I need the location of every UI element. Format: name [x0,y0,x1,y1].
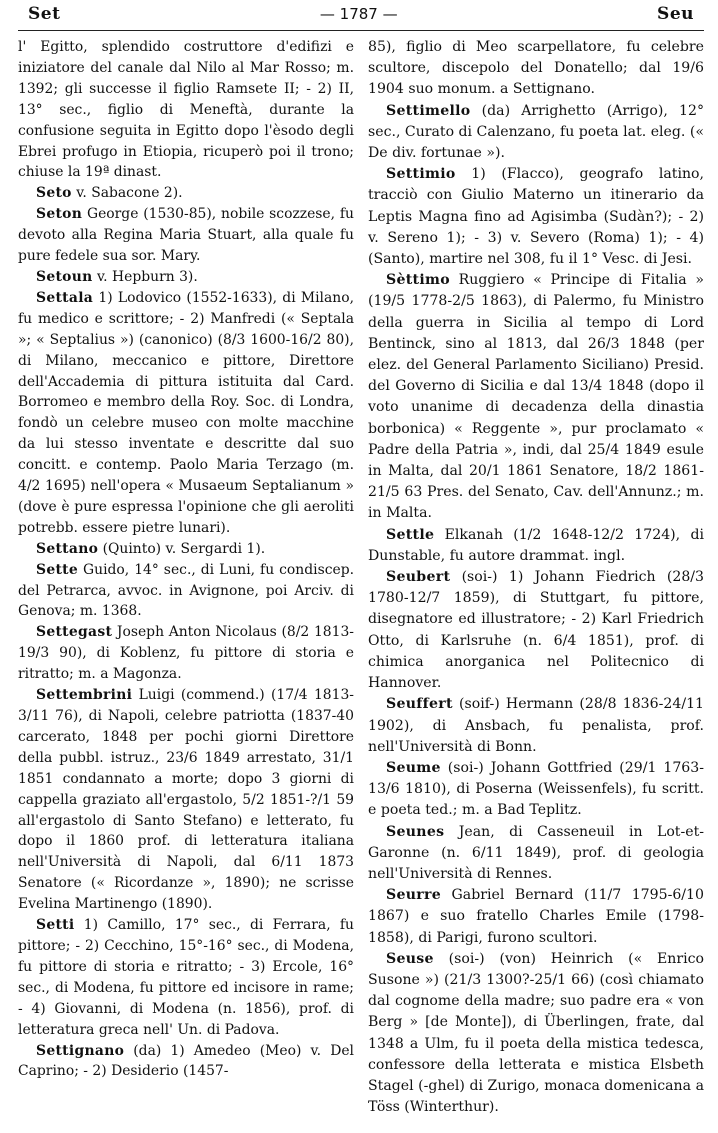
entry-headword: Seuse [386,950,434,967]
entry-text: Ruggiero « Principe di Fitalia » (19/5 1778-2/5 1863), di Palermo, fu Ministro della guerra in Sicilia al tempo di Lord Bentinck, sino al 1813, dal 26/3 1848 (per elez. del General Parlamento Siciliano) Presid. del Governo di Sicilia e dal 13/4 1848 (dopo il voto unanime di decadenza della dinastia borbonica) « Reggente », pur proclamato « Padre della Patria », indi, dal 25/4 1849 esule in Malta, dal 20/1 1861 Senatore, 18/2 1861-21/5 63 Pres. del Senato, Cav. dell'Annunz.; m. in Malta. [368,272,704,522]
entry-text: 1) Lodovico (1552-1633), di Milano, fu medico e scrittore; - 2) Manfredi (« Septala »; « Septalius ») (canonico) (8/3 1600-16/2 80), di Milano, meccanico e pittore, Direttore dell'Accademia di pittura istituita dal Card. Borromeo e membro della Roy. Soc. di Londra, fondò un celebre museo con molte macchine da lui stesso inventate e descritte dal suo concitt. e contemp. Paolo Maria Terzago (m. 4/2 1695) nell'opera « Musaeum Septalianum » (dove è pure espressa l'opinione che gli aeroliti potrebb. essere pietre lunari). [18,289,354,536]
dictionary-entry [18,560,354,623]
dictionary-entry [368,37,704,101]
entry-text: Elkanah (1/2 1648-12/2 1724), di Dunstable, fu autore drammat. ingl. [368,526,704,564]
dictionary-entry [18,204,354,267]
dictionary-entry [18,37,354,183]
entry-headword: Settano [36,540,99,557]
dictionary-entry [18,915,354,1040]
dictionary-entry [368,101,704,165]
entry-text: George (1530-85), nobile scozzese, fu devoto alla Regina Maria Stuart, alla quale fu pure fedele sua sor. Mary. [18,206,354,265]
left-column [18,37,354,1118]
entry-headword: Settimio [386,166,456,183]
entry-text: (da) 1) Amedeo (Meo) v. Del Caprino; - 2) Desiderio (1457- [18,1042,354,1080]
entry-text: (soif-) Hermann (28/8 1836-24/11 1902), di Ansbach, fu penalista, prof. nell'Università di Bonn. [368,696,704,755]
header-right-keyword: Seu [657,4,694,24]
entry-headword: Settala [36,289,94,306]
entry-text: Gabriel Bernard (11/7 1795-6/10 1867) e suo fratello Charles Emile (1798-1858), di Parigi, furono scultori. [368,887,704,946]
entry-text: Luigi (commend.) (17/4 1813-3/11 76), di Napoli, celebre patriotta (1837-40 carcerato, 1848 per pochi giorni Direttore della pubbl. istruz., 23/6 1849 arrestato, 31/1 1851 condannato a morte; dopo 3 giorni di cappella graziato all'ergastolo, 5/2 1851-?/1 59 all'ergastolo di Santo Stefano) e letterato, fu dopo il 1860 prof. di letteratura italiana nell'Università di Napoli, dal 6/11 1873 Senatore (« Ricordanze », 1890); ne scrisse Evelina Martinengo (1890). [18,687,354,913]
entry-headword: Settimello [386,102,471,119]
dictionary-entry [368,885,704,949]
entry-headword: Seume [386,759,441,776]
entry-headword: Seuffert [386,696,453,713]
entry-headword: Sèttimo [386,272,450,289]
entry-text: (soi-) 1) Johann Fiedrich (28/3 1780-12/7 1859), di Stuttgart, fu pittore, disegnatore ed illustratore; - 2) Karl Friedrich Otto, di Karlsruhe (n. 6/4 1851), prof. di chimica anorganica nel Politecnico di Hannover. [368,569,704,692]
dictionary-entry [368,270,704,524]
entry-headword: Settegast [36,624,113,641]
entry-headword: Setoun [36,268,93,285]
entry-headword: Settle [386,526,435,543]
entry-headword: Seto [36,185,72,202]
entry-text: (soi-) (von) Heinrich (« Enrico Susone ») (21/3 1300?-25/1 66) (così chiamato dal cognome della madre; suo padre era « von Berg » [de Monte]), di Überlingen, frate, dal 1348 a Ulm, fu il poeta della mistica tedesca, confessore della letterata e mistica Elsbeth Stagel (-ghel) di Zurigo, monaca domenicana a Töss (Winterthur). [368,950,705,1116]
entry-text: Guido, 14° sec., di Luni, fu condiscep. del Petrarca, avvoc. in Avignone, poi Arciv. di Genova; m. 1368. [18,561,354,620]
entry-headword: Seunes [386,823,445,840]
header-rule [18,30,704,31]
dictionary-entry [368,567,704,694]
entry-headword: Settembrini [36,687,133,704]
entry-text: l' Egitto, splendido costruttore d'edifizi e iniziatore del canale dal Nilo al Mar Rosso; m. 1392; gli successe il figlio Ramsete II; - 2) II, 13° sec., figlio di Meneftà, durante la confusione seguita in Egitto dopo l'èsodo degli Ebrei profugo in Etiopia, ricuperò poi il trono; chiuse la 19ª dinast. [18,39,354,181]
dictionary-entry [368,822,704,886]
page-header [18,4,704,30]
dictionary-entry [368,758,704,822]
page-number: — 1787 — [319,5,398,23]
entry-text: 1) Camillo, 17° sec., di Ferrara, fu pittore; - 2) Cecchino, 15°-16° sec., di Modena, fu pittore di storia e ritratto; - 3) Ercole, 16° sec., di Modena, fu pittore ed incisore in rame; - 4) Giovanni, di Modena (n. 1856), prof. di letteratura greca nell' Un. di Padova. [18,917,354,1038]
dictionary-entry [368,694,704,758]
entry-text: v. Hepburn 3). [96,268,198,285]
entry-headword: Settignano [36,1042,125,1059]
entry-text: Joseph Anton Nicolaus (8/2 1813-19/3 90), di Koblenz, fu pittore di storia e ritratto; m. a Magonza. [18,624,354,683]
dictionary-entry [18,539,354,560]
dictionary-entry [18,288,354,539]
entry-text: Jean, di Casseneuil in Lot-et-Garonne (n. 6/11 1849), prof. di geologia nell'Università di Rennes. [368,823,705,882]
entry-headword: Sette [36,561,79,578]
dictionary-entry [18,685,354,915]
header-left-keyword: Set [28,4,61,24]
entry-headword: Seton [36,206,83,223]
dictionary-entry [18,1041,354,1083]
right-column [368,37,704,1118]
entry-text: (soi-) Johann Gottfried (29/1 1763-13/6 1810), di Poserna (Weissenfels), fu scritt. e poeta ted.; m. a Bad Teplitz. [368,759,704,819]
dictionary-entry [368,949,704,1119]
dictionary-entry [368,164,704,270]
entry-text: (da) Arrighetto (Arrigo), 12° sec., Curato di Calenzano, fu poeta lat. eleg. (« De div. fortunae »). [368,102,704,162]
entry-text: 1) (Flacco), geografo latino, tracciò con Giulio Materno un itinerario da Leptis Magna fino ad Agisimba (Sudàn?); - 2) v. Sereno 1); - 3) v. Severo (Roma) 1); - 4) (Santo), martire nel 308, fu il 1° Vesc. di Jesi. [368,166,704,268]
entry-headword: Seubert [386,569,451,586]
dictionary-entry [18,183,354,204]
dictionary-entry [18,267,354,288]
entry-text: 85), figlio di Meo scarpellatore, fu celebre scultore, discepolo del Donatello; dal 19/6 1904 suo monum. a Settignano. [368,39,704,98]
dictionary-entry [18,622,354,685]
entry-text: (Quinto) v. Sergardi 1). [102,540,266,557]
entry-headword: Seurre [386,887,442,904]
entry-text: v. Sabacone 2). [76,185,183,202]
dictionary-entry [368,525,704,567]
entry-headword: Setti [36,917,75,934]
columns [18,37,704,1118]
